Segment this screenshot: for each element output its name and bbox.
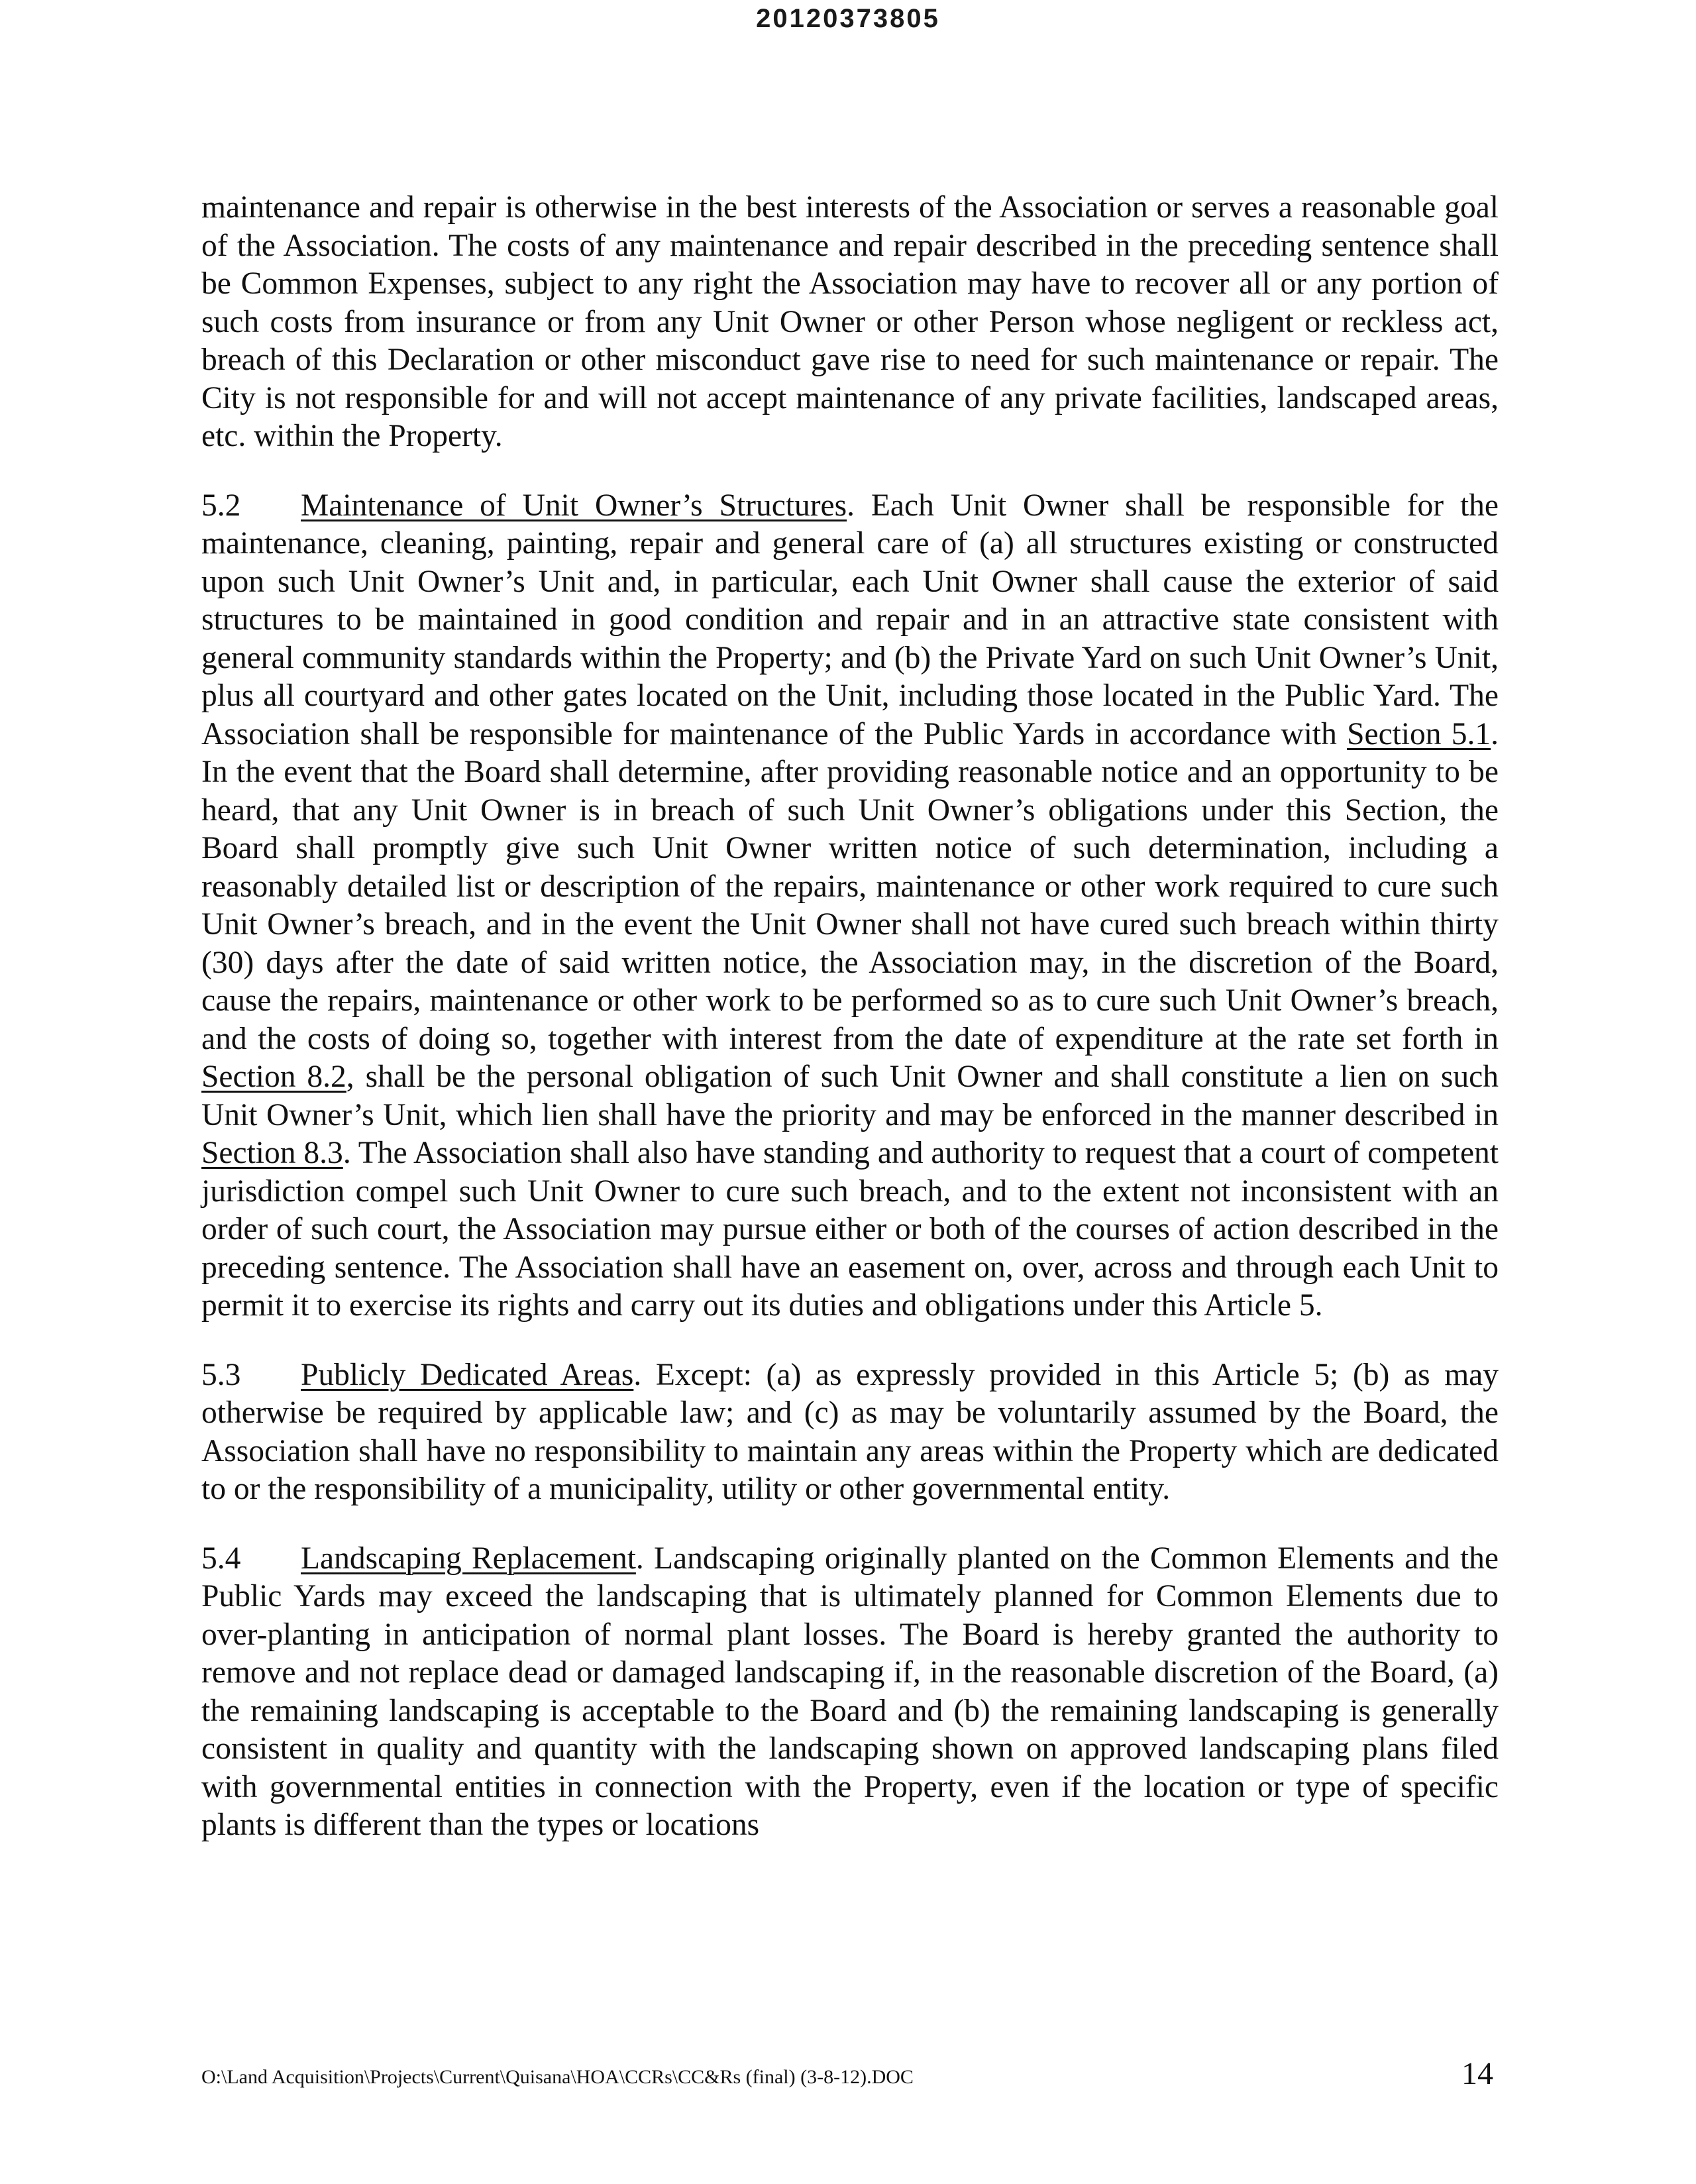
cross-reference: Section 8.3 — [201, 1136, 343, 1170]
section-5-2 — [201, 487, 1499, 1325]
cross-reference: Section 5.1 — [1347, 716, 1491, 751]
section-text: . Each Unit Owner shall be responsible for the maintenance, cleaning, painting, repair and general care of (a) all structures existing or constructed upon such Unit Owner’s Unit and, in particular, each Unit Owner shall cause the exterior of said structures to be maintained in good condition and repair and in an attractive state consistent with general community standards within the Property; and (b) the Private Yard on such Unit Owner’s Unit, plus all courtyard and other gates located on the Unit, including those located in the Public Yard. The Association shall be responsible for maintenance of the Public Yards in accordance with — [201, 488, 1499, 751]
document-number: 20120373805 — [756, 4, 940, 33]
paragraph-continuation: maintenance and repair is otherwise in the best interests of the Association or serves a reasonable goal of the Association. The costs of any maintenance and repair described in the preceding sentence shall be Common Expenses, subject to any right the Association may have to recover all or any portion of such costs from insurance or from any Unit Owner or other Person whose negligent or reckless act, breach of this Declaration or other misconduct gave rise to need for such maintenance or repair. The City is not responsible for and will not accept maintenance of any private facilities, landscaped areas, etc. within the Property. — [201, 190, 1499, 453]
cross-reference: Section 8.2 — [201, 1060, 346, 1094]
section-title: Maintenance of Unit Owner’s Structures — [301, 488, 847, 523]
section-text: , shall be the personal obligation of such Unit Owner and shall constitute a lien on such Unit Owner’s Unit, which lien shall have the priority and may be enforced in the manner described in — [201, 1060, 1499, 1132]
section-text: . Landscaping originally planted on the Common Elements and the Public Yards may exceed the landscaping that is ultimately planned for Common Elements due to over-planting in anticipation of normal plant losses. The Board is hereby granted the authority to remove and not replace dead or damaged landscaping if, in the reasonable discretion of the Board, (a) the remaining landscaping is acceptable to the Board and (b) the remaining landscaping is generally consistent in quality and quantity with the landscaping shown on approved landscaping plans filed with governmental entities in connection with the Property, even if the location or type of specific plants is different than the types or locations — [201, 1541, 1499, 1842]
section-text: . In the event that the Board shall determine, after providing reasonable notice and an opportunity to be heard, that any Unit Owner is in breach of such Unit Owner’s obligations under this Section, the Board shall promptly give such Unit Owner written notice of such determination, including a reasonably detailed list or description of the repairs, maintenance or other work required to cure such Unit Owner’s breach, and in the event the Unit Owner shall not have cured such breach within thirty (30) days after the date of said written notice, the Association may, in the discretion of the Board, cause the repairs, maintenance or other work to be performed so as to cure such Unit Owner’s breach, and the costs of doing so, together with interest from the date of expenditure at the rate set forth in — [201, 716, 1499, 1056]
section-number: 5.4 — [201, 1541, 241, 1576]
page-number: 14 — [1461, 2056, 1493, 2091]
section-text: . The Association shall also have standing and authority to request that a court of competent jurisdiction compel such Unit Owner to cure such breach, and to the extent not inconsistent with an order of such court, the Association may pursue either or both of the courses of action described in the preceding sentence. The Association shall have an easement on, over, across and through each Unit to permit it to exercise its rights and carry out its duties and obligations under this Article 5. — [201, 1136, 1499, 1323]
section-number: 5.2 — [201, 488, 241, 523]
section-title: Publicly Dedicated Areas — [301, 1357, 634, 1392]
document-body — [201, 189, 1499, 1845]
section-5-3 — [201, 1356, 1499, 1509]
footer-file-path: O:\Land Acquisition\Projects\Current\Quisana\HOA\CCRs\CC&Rs (final) (3-8-12).DOC — [201, 2066, 914, 2088]
section-title: Landscaping Replacement — [301, 1541, 636, 1576]
section-text: . Except: (a) as expressly provided in this Article 5; (b) as may otherwise be required by applicable law; and (c) as may be voluntarily assumed by the Board, the Association shall have no responsibility to maintain any areas within the Property which are dedicated to or the responsibility of a municipality, utility or other governmental entity. — [201, 1357, 1499, 1506]
section-5-4 — [201, 1540, 1499, 1845]
section-number: 5.3 — [201, 1357, 241, 1392]
